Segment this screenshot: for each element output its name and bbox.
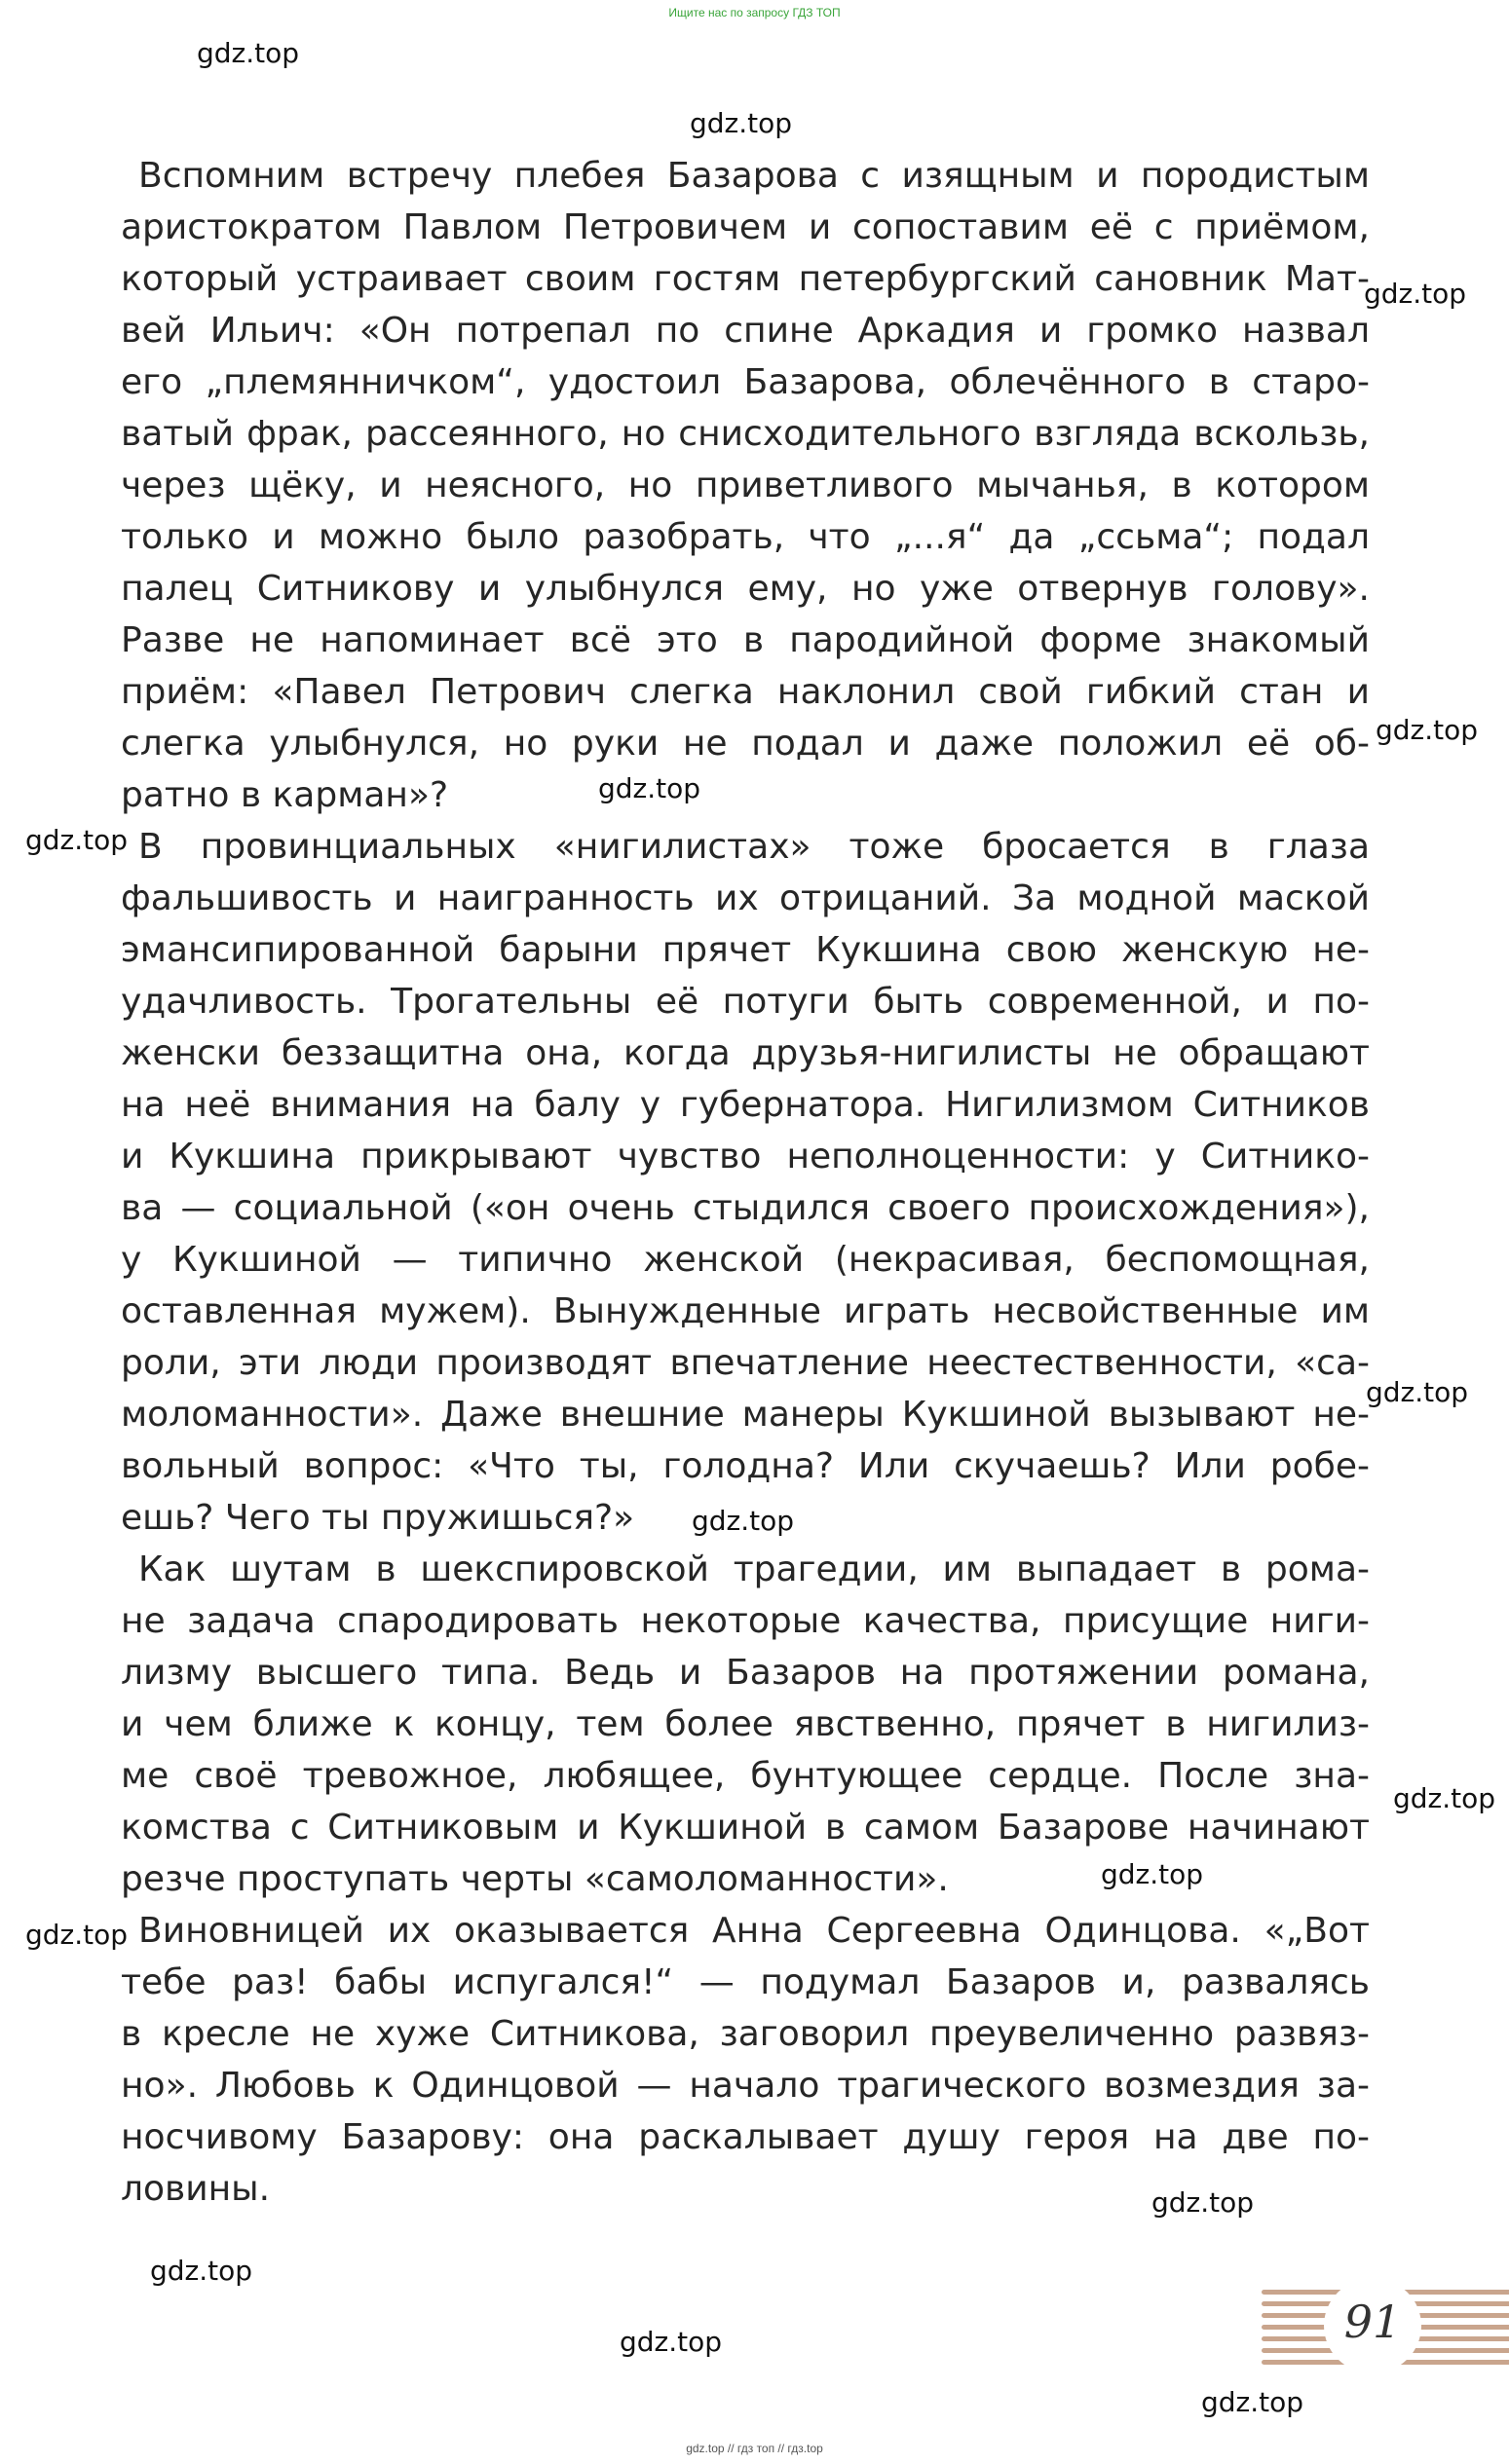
text-line: и Кукшина прикрывают чувство неполноценности: у Ситнико- — [121, 1137, 1370, 1176]
watermark: gdz.top — [1366, 1376, 1469, 1408]
watermark: gdz.top — [598, 772, 701, 804]
watermark: gdz.top — [1364, 278, 1467, 310]
paragraph-4 — [121, 1905, 1370, 2215]
watermark: gdz.top — [1376, 714, 1479, 746]
text-line: Вспомним встречу плебея Базарова с изящным и породистым — [138, 156, 1370, 196]
watermark: gdz.top — [690, 107, 793, 139]
text-line: моломанности». Даже внешние манеры Кукшиной вызывают не- — [121, 1395, 1370, 1435]
text-line: ешь? Чего ты пружишься?» — [121, 1498, 635, 1538]
text-line: вольный вопрос: «Что ты, голодна? Или скучаешь? Или робе- — [121, 1446, 1370, 1486]
text-line: носчивому Базарову: она раскалывает душу героя на две по- — [121, 2117, 1370, 2157]
watermark: gdz.top — [1101, 1858, 1204, 1890]
text-line: приём: «Павел Петрович слегка наклонил свой гибкий стан и — [121, 672, 1370, 712]
paragraph-3 — [121, 1544, 1370, 1905]
watermark: gdz.top — [1393, 1782, 1496, 1814]
text-line: палец Ситникову и улыбнулся ему, но уже отвернув голову». — [121, 569, 1370, 609]
text-line: слегка улыбнулся, но руки не подал и даже положил её об- — [121, 724, 1370, 764]
text-line: на неё внимания на балу у губернатора. Нигилизмом Ситников — [121, 1085, 1370, 1125]
bottom-banner: gdz.top // гдз топ // гдз.top — [686, 2442, 823, 2455]
text-line: Виновницей их оказывается Анна Сергеевна Одинцова. «„Вот — [138, 1911, 1370, 1951]
watermark: gdz.top — [692, 1505, 795, 1537]
watermark: gdz.top — [25, 824, 129, 856]
text-line: не задача спародировать некоторые качества, присущие ниги- — [121, 1601, 1370, 1641]
watermark: gdz.top — [1151, 2186, 1255, 2219]
text-line: ватый фрак, рассеянного, но снисходительного взгляда вскользь, — [121, 414, 1370, 454]
text-line: ме своё тревожное, любящее, бунтующее сердце. После зна- — [121, 1756, 1370, 1796]
top-banner: Ищите нас по запросу ГДЗ ТОП — [668, 6, 841, 19]
text-line: его „племянничком“, удостоил Базарова, облечённого в старо- — [121, 362, 1370, 402]
watermark: gdz.top — [1201, 2386, 1304, 2418]
watermark: gdz.top — [150, 2255, 253, 2287]
text-line: который устраивает своим гостям петербургский сановник Мат- — [121, 259, 1370, 299]
text-line: вей Ильич: «Он потрепал по спине Аркадия и громко назвал — [121, 311, 1370, 351]
page-number-tab — [1262, 2284, 1509, 2367]
text-line: аристократом Павлом Петровичем и сопоставим её с приёмом, — [121, 207, 1370, 247]
text-line: фальшивость и наигранность их отрицаний. За модной маской — [121, 878, 1370, 918]
page-number: 91 — [1343, 2296, 1402, 2348]
text-line: оставленная мужем). Вынужденные играть несвойственные им — [121, 1291, 1370, 1331]
text-line: и чем ближе к концу, тем более явственно, прячет в нигилиз- — [121, 1704, 1370, 1744]
text-line: в кресле не хуже Ситникова, заговорил преувеличенно развяз- — [121, 2014, 1370, 2054]
text-line: роли, эти люди производят впечатление неестественности, «са- — [121, 1343, 1370, 1383]
watermark: gdz.top — [25, 1919, 129, 1951]
text-line: ва — социальной («он очень стыдился своего происхождения»), — [121, 1188, 1370, 1228]
paragraph-2 — [121, 821, 1370, 1544]
text-line: Как шутам в шекспировской трагедии, им выпадает в рома- — [138, 1549, 1370, 1589]
text-line: но». Любовь к Одинцовой — начало трагического возмездия за- — [121, 2066, 1370, 2106]
text-line: лизму высшего типа. Ведь и Базаров на протяжении романа, — [121, 1653, 1370, 1693]
text-line: у Кукшиной — типично женской (некрасивая, беспомощная, — [121, 1240, 1370, 1280]
text-line: удачливость. Трогательны её потуги быть современной, и по- — [121, 982, 1370, 1022]
text-line: эмансипированной барыни прячет Кукшина свою женскую не- — [121, 930, 1370, 970]
text-line: ратно в карман»? — [121, 775, 449, 815]
text-line: женски беззащитна она, когда друзья-нигилисты не обращают — [121, 1033, 1370, 1073]
watermark: gdz.top — [620, 2326, 723, 2358]
text-line: только и можно было разобрать, что „...я“ да „ссьма“; подал — [121, 517, 1370, 557]
text-line: через щёку, и неясного, но приветливого мычанья, в котором — [121, 466, 1370, 505]
text-line: комства с Ситниковым и Кукшиной в самом Базарове начинают — [121, 1808, 1370, 1848]
watermark: gdz.top — [197, 37, 300, 69]
text-line: Разве не напоминает всё это в пародийной форме знакомый — [121, 620, 1370, 660]
page-text — [121, 150, 1370, 2215]
text-line: резче проступать черты «самоломанности». — [121, 1859, 949, 1899]
text-line: тебе раз! бабы испугался!“ — подумал Базаров и, развалясь — [121, 1962, 1370, 2002]
paragraph-1 — [121, 150, 1370, 821]
text-line: ловины. — [121, 2169, 271, 2209]
text-line: В провинциальных «нигилистах» тоже бросается в глаза — [138, 827, 1370, 867]
